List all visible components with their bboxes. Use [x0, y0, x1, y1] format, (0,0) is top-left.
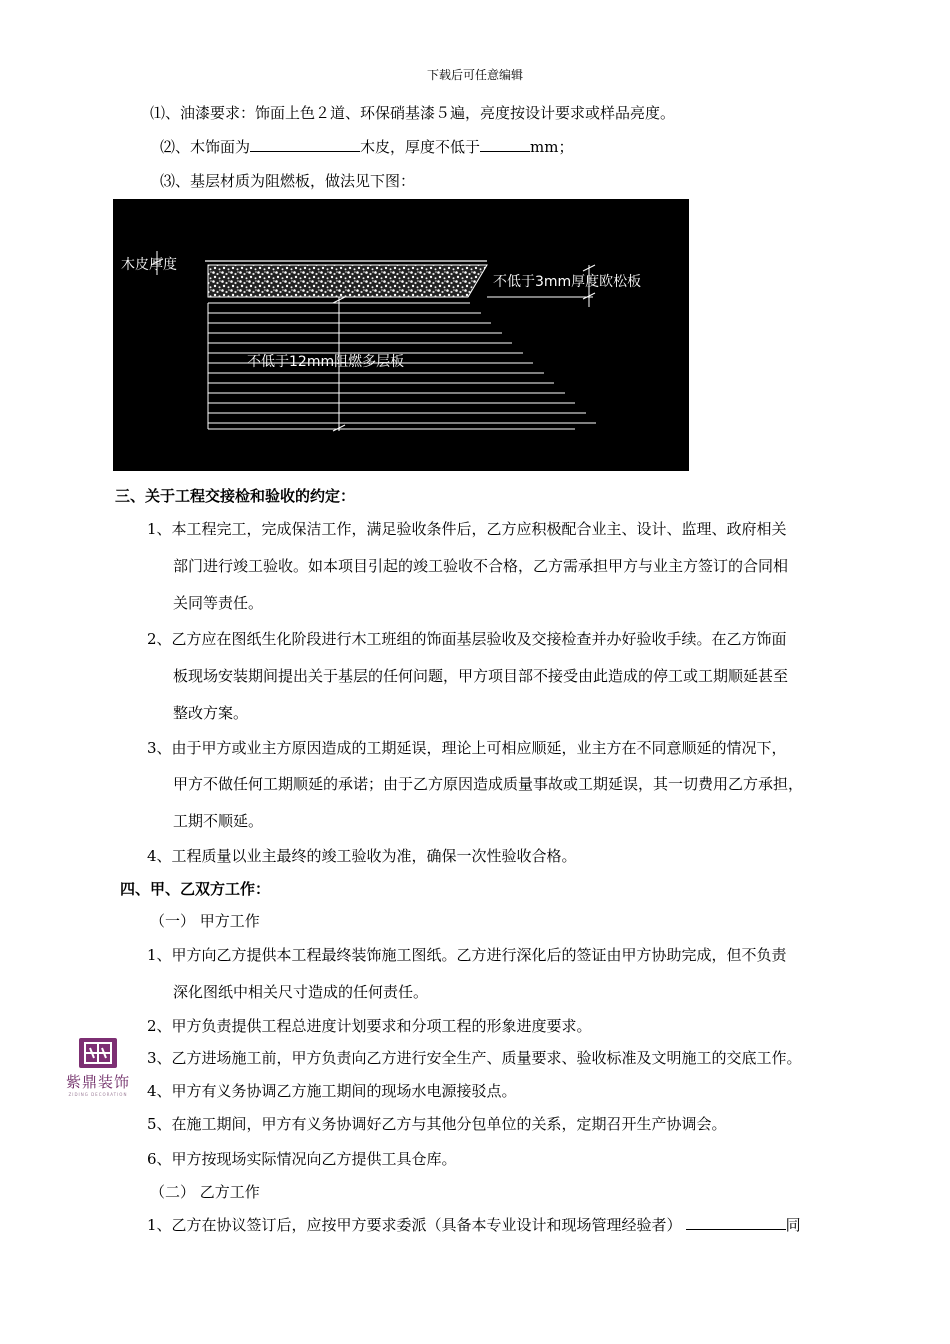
- blank-personnel: [686, 1215, 786, 1230]
- s4-line-last-end: 同: [785, 1216, 801, 1234]
- logo-subtext: ZIDING DECORATION: [68, 1092, 128, 1097]
- layer-diagram-svg: [113, 199, 689, 471]
- s3-line-2: 部门进行竣工验收。如本项目引起的竣工验收不合格，乙方需承担甲方与业主方签订的合同相: [173, 557, 789, 575]
- label-plywood: 不低于12mm阻燃多层板: [247, 354, 405, 370]
- logo-mark-icon: [79, 1038, 117, 1068]
- osb-layer: [208, 265, 487, 297]
- blank-thickness: [480, 137, 530, 152]
- label-veneer: 木皮厚度: [121, 257, 177, 273]
- section4-title: 四、甲、乙双方工作：: [120, 880, 271, 898]
- s4-line-4: 3、乙方进场施工前，甲方负责向乙方进行安全生产、质量要求、验收标准及文明施工的交底工作。: [147, 1049, 802, 1067]
- s3-line-4: 2、乙方应在图纸生化阶段进行木工班组的饰面基层验收及交接检查并办好验收手续。在乙方饰面: [147, 630, 787, 648]
- s3-line-3: 关同等责任。: [173, 594, 264, 612]
- s4-line-5: 4、甲方有义务协调乙方施工期间的现场水电源接驳点。: [147, 1082, 517, 1100]
- s4-line-3: 2、甲方负责提供工程总进度计划要求和分项工程的形象进度要求。: [147, 1017, 592, 1035]
- logo-text: 紫鼎装饰: [65, 1073, 130, 1091]
- page-header: 下载后可任意编辑: [426, 68, 523, 82]
- s3-line-5: 板现场安装期间提出关于基层的任何问题，甲方项目部不接受由此造成的停工或工期顺延甚至: [173, 667, 789, 685]
- s4-line-1: 1、甲方向乙方提供本工程最终装饰施工图纸。乙方进行深化后的签证由甲方协助完成，但不负责: [147, 946, 787, 964]
- s3-line-1: 1、本工程完工，完成保洁工作，满足验收条件后，乙方应积极配合业主、设计、监理、政府相关: [147, 520, 787, 538]
- section3-title: 三、关于工程交接检和验收的约定：: [115, 487, 356, 505]
- s4-line-last: [147, 1214, 801, 1235]
- label-osb: 不低于3mm厚度欧松板: [493, 274, 642, 290]
- logo-mark-svg: [79, 1038, 117, 1068]
- s4-line-6: 5、在施工期间，甲方有义务协调好乙方与其他分包单位的关系，定期召开生产协调会。: [147, 1115, 727, 1133]
- s3-line-8: 甲方不做任何工期顺延的承诺；由于乙方原因造成质量事故或工期延误，其一切费用乙方承担，: [173, 775, 804, 793]
- company-logo: [62, 1038, 134, 1097]
- section4-sub2: （二） 乙方工作: [150, 1183, 260, 1201]
- s3-line-6: 整改方案。: [173, 704, 249, 722]
- item-paint-requirement: ⑴、油漆要求：饰面上色２道、环保硝基漆５遍，亮度按设计要求或样品亮度。: [150, 104, 676, 122]
- s3-line-10: 4、工程质量以业主最终的竣工验收为准，确保一次性验收合格。: [147, 847, 577, 865]
- item-veneer-text-c: mm；: [530, 138, 574, 156]
- layer-diagram: [113, 199, 689, 471]
- s4-line-2: 深化图纸中相关尺寸造成的任何责任。: [173, 983, 429, 1001]
- s4-line-7: 6、甲方按现场实际情况向乙方提供工具仓库。: [147, 1150, 457, 1168]
- item-veneer-text-a: ⑵、木饰面为: [160, 138, 251, 156]
- item-base-material: ⑶、基层材质为阻燃板，做法见下图：: [160, 172, 416, 190]
- item-veneer-text-b: 木皮，厚度不低于: [360, 138, 481, 156]
- section4-sub1: （一） 甲方工作: [150, 912, 260, 930]
- s4-line-last-text: 1、乙方在协议签订后，应按甲方要求委派（具备本专业设计和现场管理经验者）: [147, 1216, 682, 1234]
- item-veneer: [160, 136, 573, 157]
- s3-line-7: 3、由于甲方或业主方原因造成的工期延误，理论上可相应顺延，业主方在不同意顺延的情况下，: [147, 739, 787, 757]
- s3-line-9: 工期不顺延。: [173, 812, 264, 830]
- blank-veneer-type: [250, 137, 360, 152]
